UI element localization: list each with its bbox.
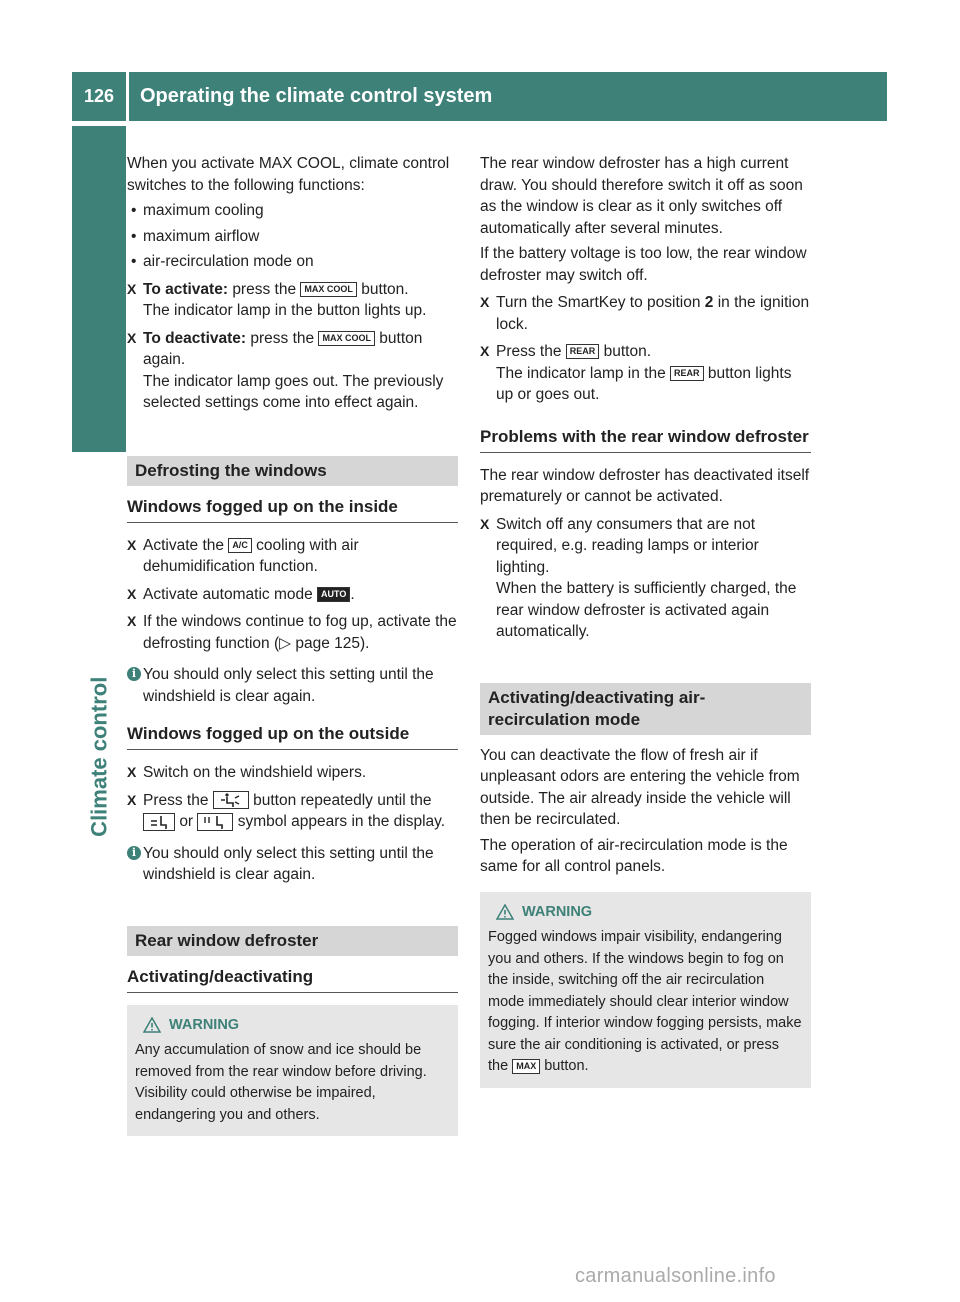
warning-title: WARNING — [488, 902, 803, 924]
outside-step-2: X Press the button repeatedly until the or symbol appears in the display. — [127, 791, 446, 830]
warning-text: Any accumulation of snow and ice should be removed from the rear window before driving. Visibility could otherwise be impaired, endangering you and others. — [135, 1042, 427, 1123]
outside-step-1: X Switch on the windshield wipers. — [127, 762, 458, 784]
warning-triangle-icon — [143, 1017, 161, 1033]
deactivate-step: X To deactivate: press the MAX COOL button again. The indicator lamp goes out. The previously selected settings come into effect again. — [127, 329, 444, 411]
rear-step-2: X Press the REAR button. The indicator lamp in the REAR button lights up or goes out. — [480, 343, 792, 403]
warning-title: WARNING — [135, 1015, 450, 1037]
page-title: Operating the climate control system — [129, 72, 887, 121]
step-arrow-icon: X — [127, 585, 137, 602]
max-cool-button-icon: MAX COOL — [318, 331, 375, 346]
inside-step-1: X Activate the A/C cooling with air dehumidification function. — [127, 536, 359, 575]
outside-info: i You should only select this setting until the windshield is clear again. — [127, 843, 458, 886]
function-list — [127, 200, 458, 273]
watermark: carmanualsonline.info — [575, 1265, 776, 1287]
ac-button-icon: A/C — [228, 538, 252, 553]
subhead-inside: Windows fogged up on the inside — [127, 496, 458, 523]
inside-step-3: X If the windows continue to fog up, activate the defrosting function (▷ page 125). — [127, 613, 457, 652]
paragraph: The rear window defroster has deactivated itself prematurely or cannot be activated. — [480, 466, 810, 505]
list-item: • maximum airflow — [127, 226, 458, 248]
section-recirculation: Activating/deactivating air-recirculation mode — [480, 683, 811, 735]
step-arrow-icon: X — [127, 536, 137, 553]
rear-step-1: X Turn the SmartKey to position 2 in the ignition lock. — [480, 294, 810, 333]
paragraph: If the battery voltage is too low, the rear window defroster may switch off. — [480, 245, 807, 284]
section-defrosting: Defrosting the windows — [127, 456, 458, 486]
rear-defroster-button-icon: REAR — [670, 366, 704, 381]
left-column — [127, 153, 458, 1136]
step-arrow-icon: X — [127, 329, 137, 346]
intro-text: When you activate MAX COOL, climate control switches to the following functions: — [127, 155, 450, 194]
warning-text: Fogged windows impair visibility, endangering you and others. If the windows begin to fog on the inside, switching off the air recirculation mode immediately should clear interior window fogging. If interior window fogging persists, make sure the air conditioning is activated, or press the MAX button. — [488, 929, 802, 1074]
footwell-air-icon — [143, 813, 175, 831]
paragraph: The rear window defroster has a high current draw. You should therefore switch it off as soon as the window is clear as it only switches off automatically after several minutes. — [480, 155, 803, 237]
warning-box — [480, 892, 811, 1088]
subhead-problems: Problems with the rear window defroster — [480, 426, 811, 453]
list-item: • maximum cooling — [127, 200, 458, 222]
step-arrow-icon: X — [127, 280, 137, 297]
warning-box — [127, 1005, 458, 1137]
right-column — [480, 153, 811, 1088]
warning-triangle-icon — [496, 904, 514, 920]
step-arrow-icon: X — [127, 764, 137, 780]
section-rear-defroster: Rear window defroster — [127, 926, 458, 956]
max-cool-button-icon: MAX COOL — [300, 282, 357, 297]
step-arrow-icon: X — [480, 343, 490, 359]
page-number: 126 — [72, 72, 126, 121]
step-arrow-icon: X — [127, 613, 137, 629]
windshield-footwell-air-icon — [197, 813, 233, 831]
list-item: • air-recirculation mode on — [127, 251, 458, 273]
paragraph: You can deactivate the flow of fresh air if unpleasant odors are entering the vehicle from outside. The air already inside the vehicle will then be recirculated. — [480, 746, 800, 828]
info-icon: i — [127, 846, 141, 860]
subhead-outside: Windows fogged up on the outside — [127, 723, 458, 750]
side-tab — [72, 126, 126, 452]
step-arrow-icon: X — [127, 791, 137, 808]
subhead-activating: Activating/deactivating — [127, 966, 458, 993]
step-arrow-icon: X — [480, 515, 490, 532]
paragraph: The operation of air-recirculation mode is the same for all control panels. — [480, 836, 788, 875]
inside-info: i You should only select this setting until the windshield is clear again. — [127, 664, 458, 707]
max-defrost-button-icon: MAX — [512, 1059, 540, 1074]
inside-step-2: X Activate automatic mode AUTO . — [127, 584, 458, 606]
air-distribution-icon — [213, 791, 249, 809]
rear-defroster-button-icon: REAR — [566, 344, 600, 359]
activate-step: X To activate: press the MAX COOL button. The indicator lamp in the button lights up. — [127, 280, 427, 319]
auto-button-icon: AUTO — [317, 587, 350, 602]
step-arrow-icon: X — [480, 294, 490, 310]
problems-step: X Switch off any consumers that are not required, e.g. reading lamps or interior lighting. When the battery is sufficiently charged, the rear window defroster is activated again automatically. — [480, 515, 797, 640]
info-icon: i — [127, 667, 141, 681]
side-label: Climate control — [86, 676, 112, 838]
